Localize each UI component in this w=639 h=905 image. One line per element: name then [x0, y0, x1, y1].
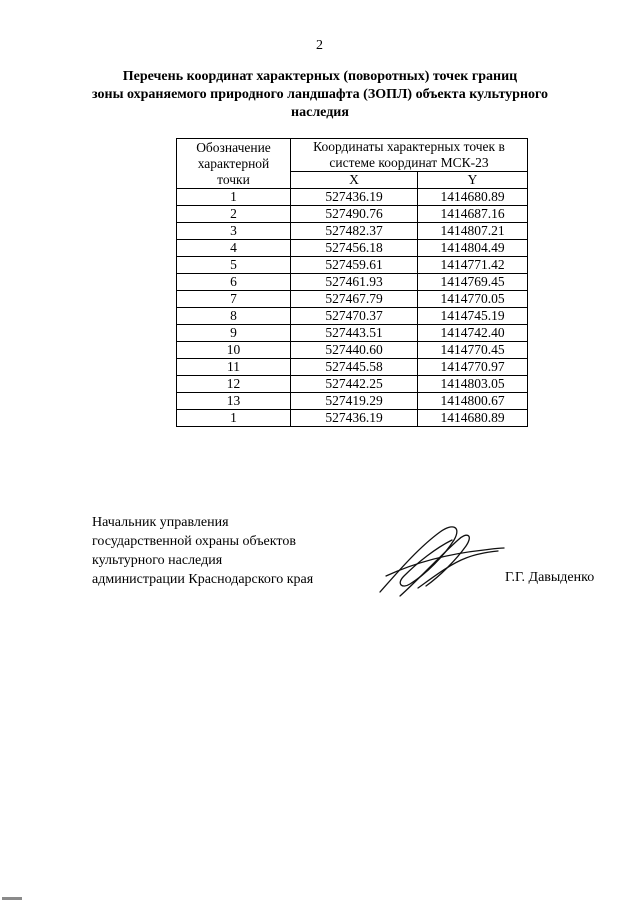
table-row — [177, 410, 528, 427]
point-cell: 1 — [177, 189, 291, 206]
x-cell: 527419.29 — [291, 393, 418, 410]
coordinates-table — [176, 138, 528, 427]
y-cell: 1414770.45 — [418, 342, 528, 359]
y-cell: 1414803.05 — [418, 376, 528, 393]
table-row — [177, 308, 528, 325]
y-cell: 1414807.21 — [418, 223, 528, 240]
table-row — [177, 376, 528, 393]
signatory-line-4: администрации Краснодарского края — [92, 572, 314, 587]
table-row — [177, 223, 528, 240]
header-coordinates-line-1: Координаты характерных точек в — [313, 139, 505, 154]
title-line-3: наследия — [291, 105, 349, 120]
header-coordinates-line-2: системе координат МСК-23 — [329, 155, 489, 170]
x-cell: 527445.58 — [291, 359, 418, 376]
x-cell: 527467.79 — [291, 291, 418, 308]
document-title — [70, 68, 570, 122]
y-cell: 1414769.45 — [418, 274, 528, 291]
point-cell: 3 — [177, 223, 291, 240]
signatory-line-1: Начальник управления — [92, 515, 229, 530]
table-row — [177, 274, 528, 291]
scan-edge-mark — [2, 897, 22, 900]
table-row — [177, 342, 528, 359]
header-coordinates — [291, 139, 528, 172]
point-cell: 7 — [177, 291, 291, 308]
table-row — [177, 206, 528, 223]
coordinates-table-body — [177, 189, 528, 427]
point-cell: 9 — [177, 325, 291, 342]
table-row — [177, 240, 528, 257]
table-row — [177, 325, 528, 342]
signatory-position — [92, 513, 313, 589]
y-cell: 1414771.42 — [418, 257, 528, 274]
header-point-line-2: характерной — [197, 155, 270, 171]
header-point-line-1: Обозначение — [196, 139, 271, 155]
table-row — [177, 291, 528, 308]
point-cell: 10 — [177, 342, 291, 359]
x-cell: 527436.19 — [291, 410, 418, 427]
y-cell: 1414745.19 — [418, 308, 528, 325]
x-cell: 527443.51 — [291, 325, 418, 342]
y-cell: 1414804.49 — [418, 240, 528, 257]
point-cell: 4 — [177, 240, 291, 257]
page-number: 2 — [316, 38, 323, 53]
x-cell: 527456.18 — [291, 240, 418, 257]
y-cell: 1414770.97 — [418, 359, 528, 376]
y-cell: 1414770.05 — [418, 291, 528, 308]
point-cell: 12 — [177, 376, 291, 393]
point-cell: 2 — [177, 206, 291, 223]
title-line-2: зоны охраняемого природного ландшафта (ЗОПЛ) объекта культурного — [91, 87, 549, 102]
point-cell: 5 — [177, 257, 291, 274]
handwritten-signature — [366, 518, 506, 600]
x-cell: 527440.60 — [291, 342, 418, 359]
point-cell: 1 — [177, 410, 291, 427]
header-x: X — [291, 172, 418, 189]
table-row — [177, 257, 528, 274]
y-cell: 1414742.40 — [418, 325, 528, 342]
y-cell: 1414680.89 — [418, 189, 528, 206]
signatory-line-2: государственной охраны объектов — [92, 534, 296, 549]
point-cell: 6 — [177, 274, 291, 291]
y-cell: 1414800.67 — [418, 393, 528, 410]
header-point-designation — [177, 139, 291, 189]
header-y: Y — [418, 172, 528, 189]
x-cell: 527459.61 — [291, 257, 418, 274]
y-cell: 1414680.89 — [418, 410, 528, 427]
point-cell: 8 — [177, 308, 291, 325]
x-cell: 527490.76 — [291, 206, 418, 223]
table-row — [177, 189, 528, 206]
x-cell: 527442.25 — [291, 376, 418, 393]
x-cell: 527461.93 — [291, 274, 418, 291]
x-cell: 527436.19 — [291, 189, 418, 206]
signer-name: Г.Г. Давыденко — [505, 570, 595, 585]
title-line-1: Перечень координат характерных (поворотных) точек границ — [122, 69, 518, 84]
table-row — [177, 393, 528, 410]
y-cell: 1414687.16 — [418, 206, 528, 223]
point-cell: 13 — [177, 393, 291, 410]
point-cell: 11 — [177, 359, 291, 376]
header-point-line-3: точки — [217, 171, 250, 187]
signatory-line-3: культурного наследия — [92, 553, 223, 568]
coordinates-table-header — [177, 139, 528, 189]
table-row — [177, 359, 528, 376]
x-cell: 527482.37 — [291, 223, 418, 240]
x-cell: 527470.37 — [291, 308, 418, 325]
